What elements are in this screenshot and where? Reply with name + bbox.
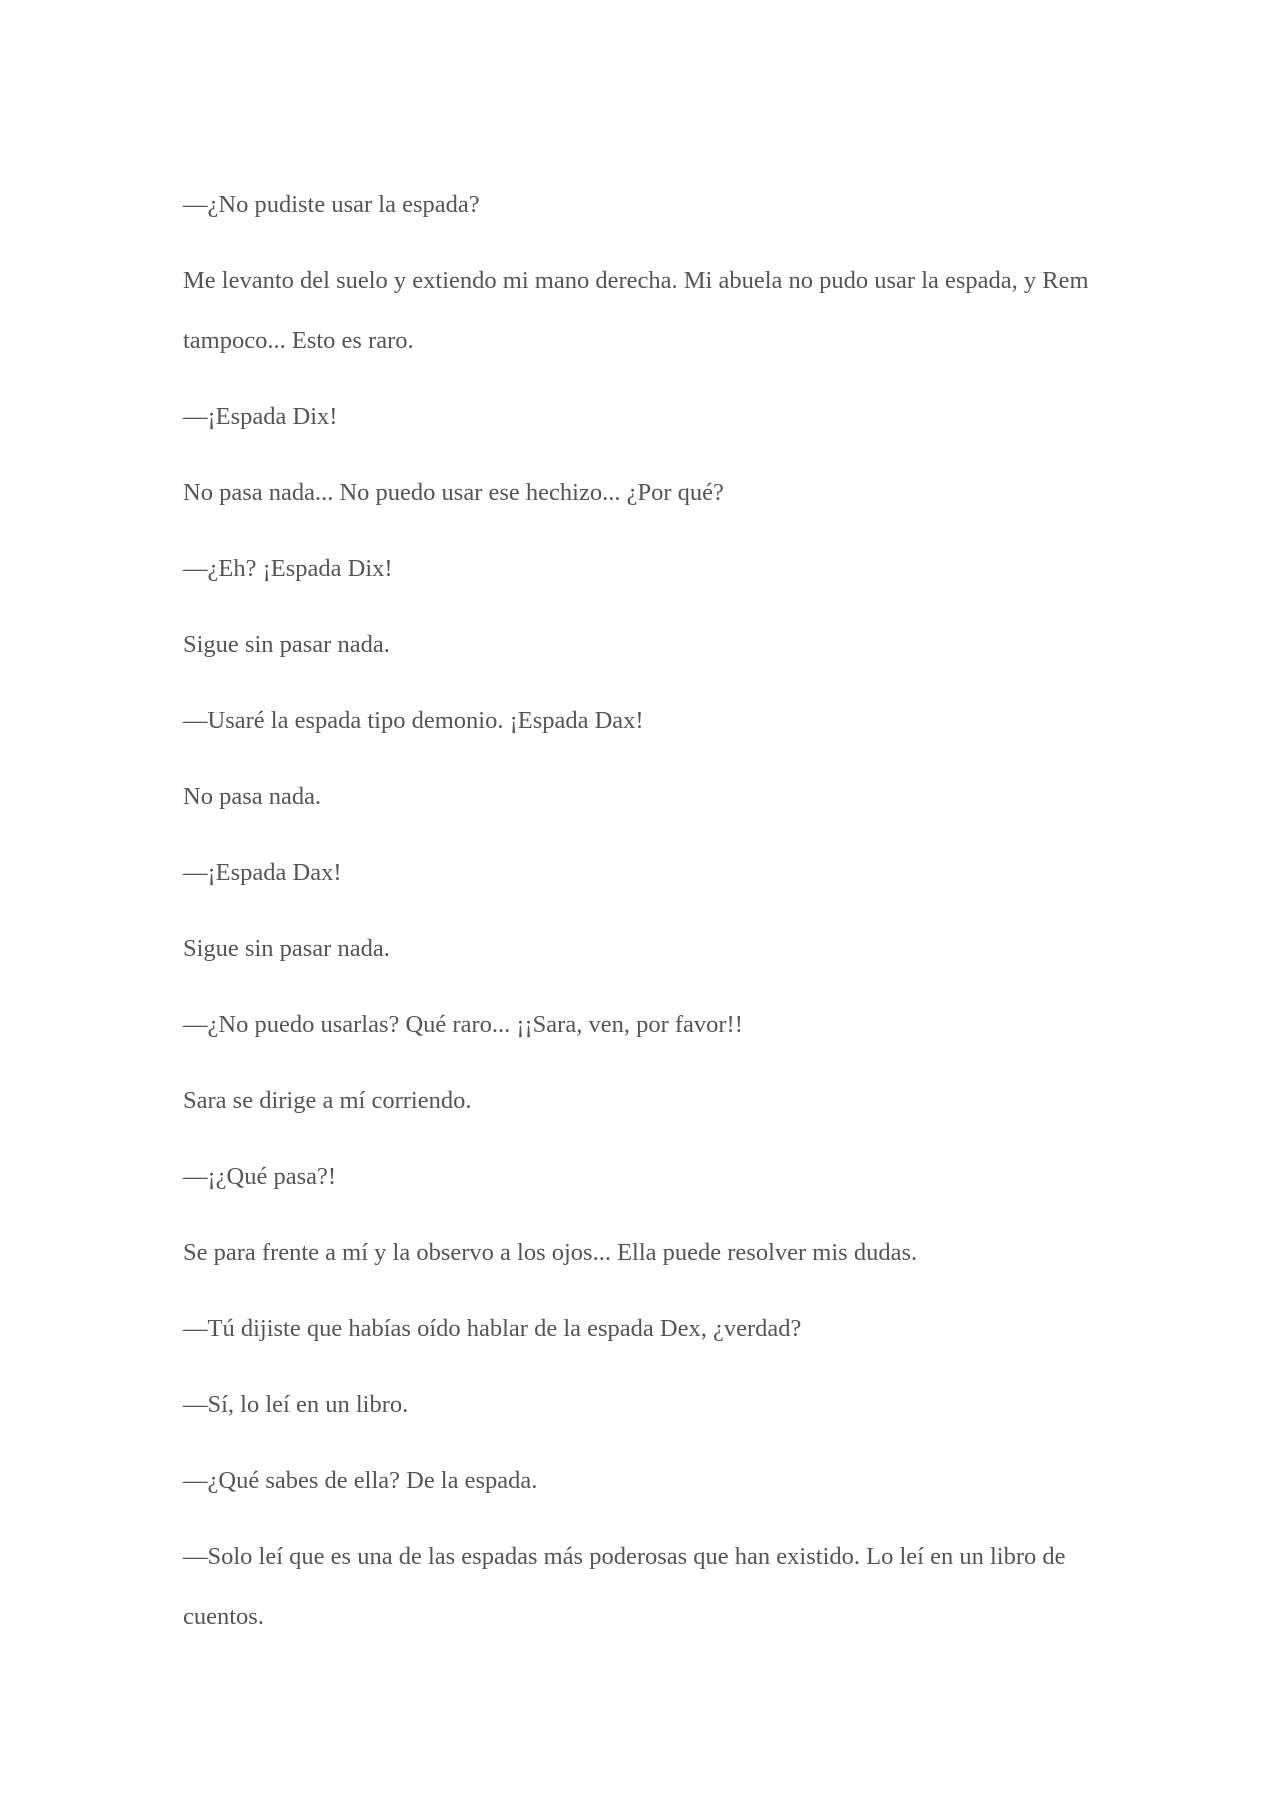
paragraph: No pasa nada. [183, 783, 322, 810]
paragraph: —¿Eh? ¡Espada Dix! [183, 555, 393, 582]
paragraph: Me levanto del suelo y extiendo mi mano derecha. Mi abuela no pudo usar la espada, y Rem tampoco... Esto es raro. [183, 267, 1089, 354]
paragraph: Sigue sin pasar nada. [183, 935, 390, 962]
document-body [183, 175, 1093, 1663]
paragraph: Sara se dirige a mí corriendo. [183, 1087, 472, 1114]
paragraph: —¡Espada Dax! [183, 859, 342, 886]
paragraph: Se para frente a mí y la observo a los ojos... Ella puede resolver mis dudas. [183, 1239, 918, 1266]
paragraph: Sigue sin pasar nada. [183, 631, 390, 658]
paragraph: —¡¿Qué pasa?! [183, 1163, 337, 1190]
paragraph: —Tú dijiste que habías oído hablar de la espada Dex, ¿verdad? [183, 1315, 802, 1342]
paragraph: —Usaré la espada tipo demonio. ¡Espada Dax! [183, 707, 644, 734]
paragraph: —Sí, lo leí en un libro. [183, 1391, 409, 1418]
paragraph: —Solo leí que es una de las espadas más poderosas que han existido. Lo leí en un libro de cuentos. [183, 1543, 1066, 1630]
paragraph: —¿No puedo usarlas? Qué raro... ¡¡Sara, ven, por favor!! [183, 1011, 743, 1038]
paragraph: —¿No pudiste usar la espada? [183, 191, 480, 218]
paragraph: No pasa nada... No puedo usar ese hechizo... ¿Por qué? [183, 479, 724, 506]
paragraph: —¡Espada Dix! [183, 403, 338, 430]
paragraph: —¿Qué sabes de ella? De la espada. [183, 1467, 538, 1494]
